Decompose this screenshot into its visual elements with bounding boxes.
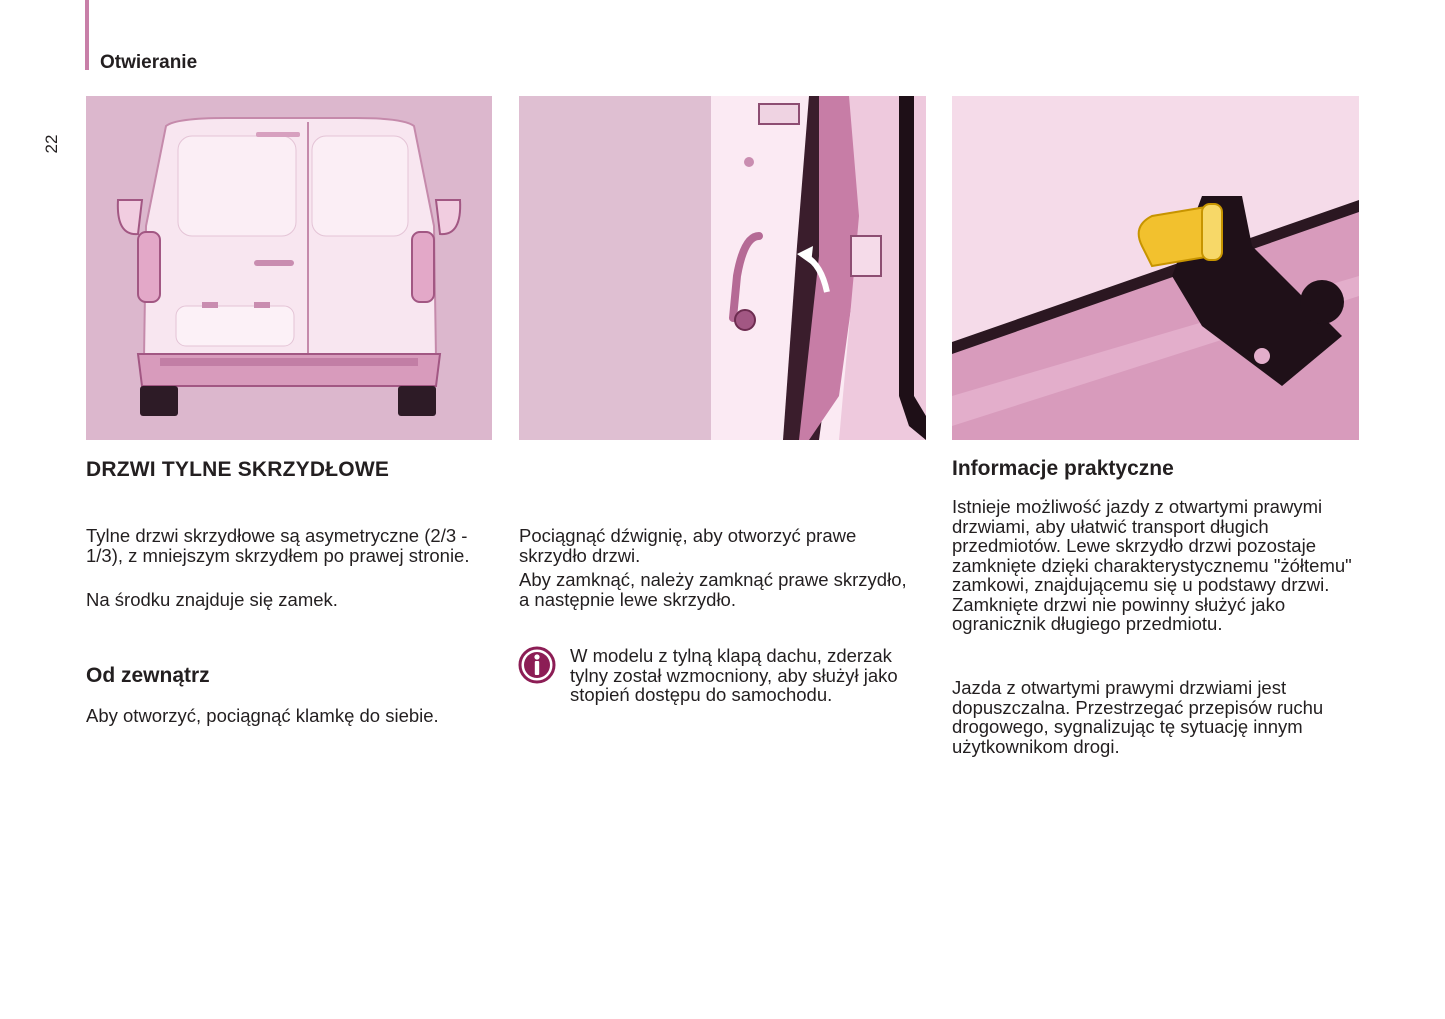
paragraph-open-door-driving: Istnieje możliwość jazdy z otwartymi prawymi drzwiami, aby ułatwić transport długich przedmiotów. Lewe skrzydło drzwi pozostaje zamknięte dzięki charakterystycznemu "żółtemu" zamkowi, znajdującemu się u podstawy drzwi. Zamknięte drzwi nie powinny służyć jako ogranicznik długiego przedmiotu. (952, 496, 1352, 634)
van-rear-doors-illustration (86, 96, 492, 440)
section-accent-bar (85, 0, 89, 70)
paragraph-closing: Aby zamknąć, należy zamknąć prawe skrzydło, a następnie lewe skrzydło. (519, 569, 907, 610)
page-number: 22 (42, 134, 61, 154)
yellow-lock-illustration (952, 96, 1359, 440)
yellow-lock-icon (952, 96, 1359, 440)
paragraph-lock-location: Na środku znajduje się zamek. (86, 589, 338, 610)
van-rear-icon (86, 96, 492, 440)
heading-practical-info: Informacje praktyczne (952, 457, 1174, 480)
paragraph-doors-description: Tylne drzwi skrzydłowe są asymetryczne (2/3 - 1/3), z mniejszym skrzydłem po prawej stronie. (86, 525, 470, 566)
paragraph-traffic-rules: Jazda z otwartymi prawymi drzwiami jest dopuszczalna. Przestrzegać przepisów ruchu drogowego, sygnalizując tę sytuację innym użytkownikom drogi. (952, 677, 1324, 757)
section-title: Otwieranie (100, 52, 198, 73)
door-lever-illustration (519, 96, 926, 440)
heading-from-outside: Od zewnątrz (86, 664, 210, 687)
paragraph-pull-lever: Pociągnąć dźwignię, aby otworzyć prawe skrzydło drzwi. (519, 525, 857, 566)
heading-rear-doors: DRZWI TYLNE SKRZYDŁOWE (86, 458, 390, 481)
note-roof-flap: W modelu z tylną klapą dachu, zderzak tylny został wzmocniony, aby służył jako stopień dostępu do samochodu. (570, 645, 898, 705)
info-icon (518, 646, 556, 684)
paragraph-open-outside: Aby otworzyć, pociągnąć klamkę do siebie. (86, 705, 439, 726)
door-lever-icon (519, 96, 926, 440)
